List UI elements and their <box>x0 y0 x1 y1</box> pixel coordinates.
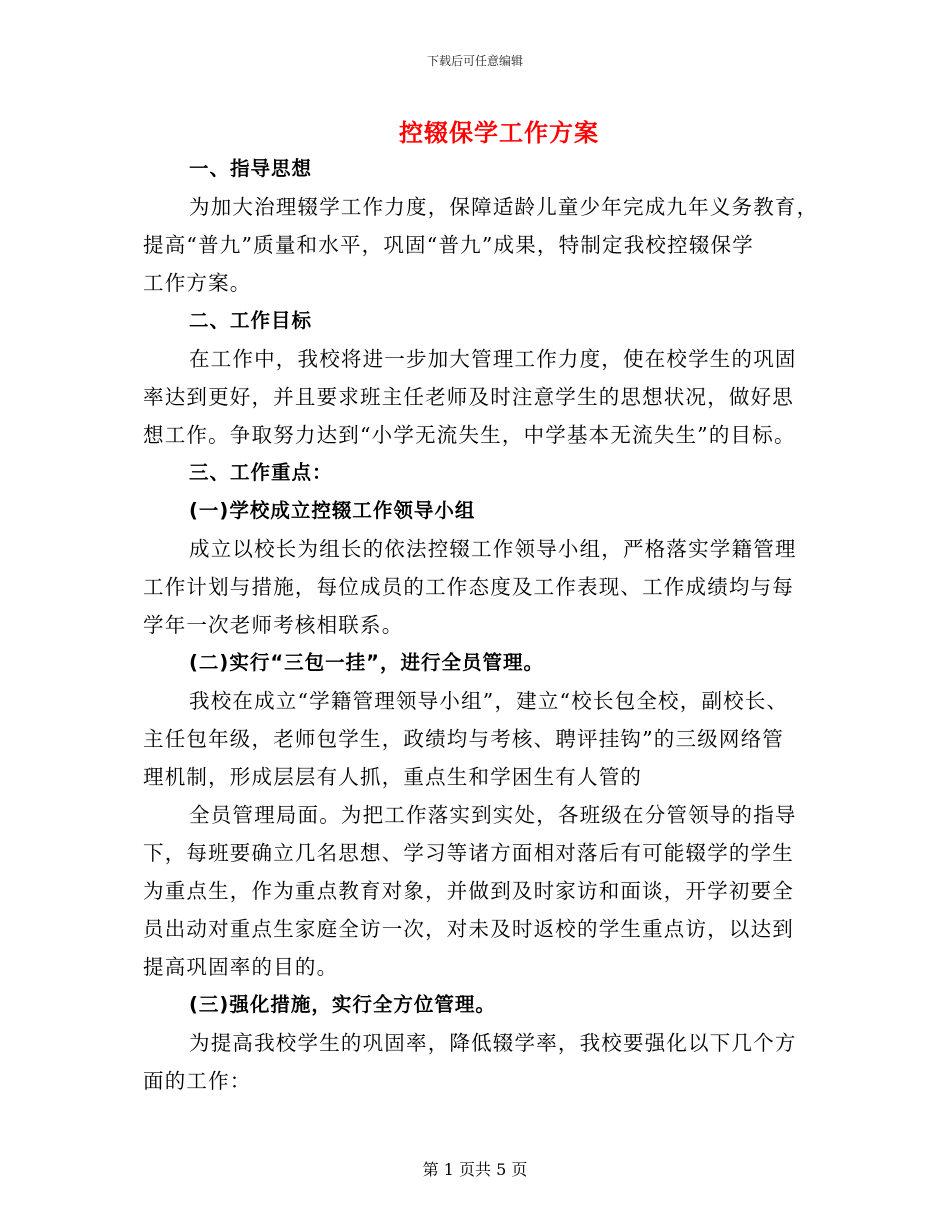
paragraph-line: 为提高我校学生的巩固率，降低辍学率，我校要强化以下几个方 <box>189 1031 797 1055</box>
page-footer: 第 1 页共 5 页 <box>422 1160 528 1179</box>
paragraph-line: 员出动对重点生家庭全访一次，对未及时返校的学生重点访，以达到 <box>143 917 794 941</box>
section-heading: (三)强化措施，实行全方位管理。 <box>189 993 496 1016</box>
header-note: 下载后可任意编辑 <box>426 54 523 68</box>
section-heading: (二)实行“三包一挂”，进行全员管理。 <box>189 651 544 674</box>
paragraph-line: 为重点生，作为重点教育对象，并做到及时家访和面谈，开学初要全 <box>143 879 794 903</box>
paragraph-line: 率达到更好，并且要求班主任老师及时注意学生的思想状况，做好思 <box>143 385 794 409</box>
paragraph-line: 学年一次老师考核相联系。 <box>143 613 404 637</box>
section-heading: 一、指导思想 <box>189 157 313 180</box>
paragraph-line: 理机制，形成层层有人抓，重点生和学困生有人管的 <box>143 765 643 789</box>
paragraph-line: 想工作。争取努力达到“小学无流失生，中学基本无流失生”的目标。 <box>143 423 796 447</box>
section-heading: (一)学校成立控辍工作领导小组 <box>189 499 476 522</box>
paragraph-line: 工作计划与措施，每位成员的工作态度及工作表现、工作成绩均与每 <box>143 575 794 599</box>
paragraph-line: 在工作中，我校将进一步加大管理工作力度，使在校学生的巩固 <box>189 347 797 371</box>
paragraph-line: 提高巩固率的目的。 <box>143 955 339 979</box>
document-title: 控辍保学工作方案 <box>399 118 599 147</box>
paragraph-line: 成立以校长为组长的依法控辍工作领导小组，严格落实学籍管理 <box>189 537 797 561</box>
paragraph-line: 提高“普九”质量和水平，巩固“普九”成果，特制定我校控辍保学 <box>143 233 754 257</box>
paragraph-line: 我校在成立“学籍管理领导小组”，建立“校长包全校，副校长、 <box>189 689 789 713</box>
section-heading: 二、工作目标 <box>189 309 313 332</box>
document-body <box>143 150 819 1100</box>
paragraph-line: 面的工作： <box>143 1069 252 1093</box>
paragraph-line: 为加大治理辍学工作力度，保障适龄儿童少年完成九年义务教育， <box>189 195 819 219</box>
section-heading: 三、工作重点： <box>189 461 333 484</box>
paragraph-line: 下，每班要确立几名思想、学习等诸方面相对落后有可能辍学的学生 <box>143 841 794 865</box>
paragraph-line: 工作方案。 <box>143 271 252 295</box>
paragraph-line: 全员管理局面。为把工作落实到实处，各班级在分管领导的指导 <box>189 803 797 827</box>
paragraph-line: 主任包年级，老师包学生，政绩均与考核、聘评挂钩”的三级网络管 <box>143 727 784 751</box>
